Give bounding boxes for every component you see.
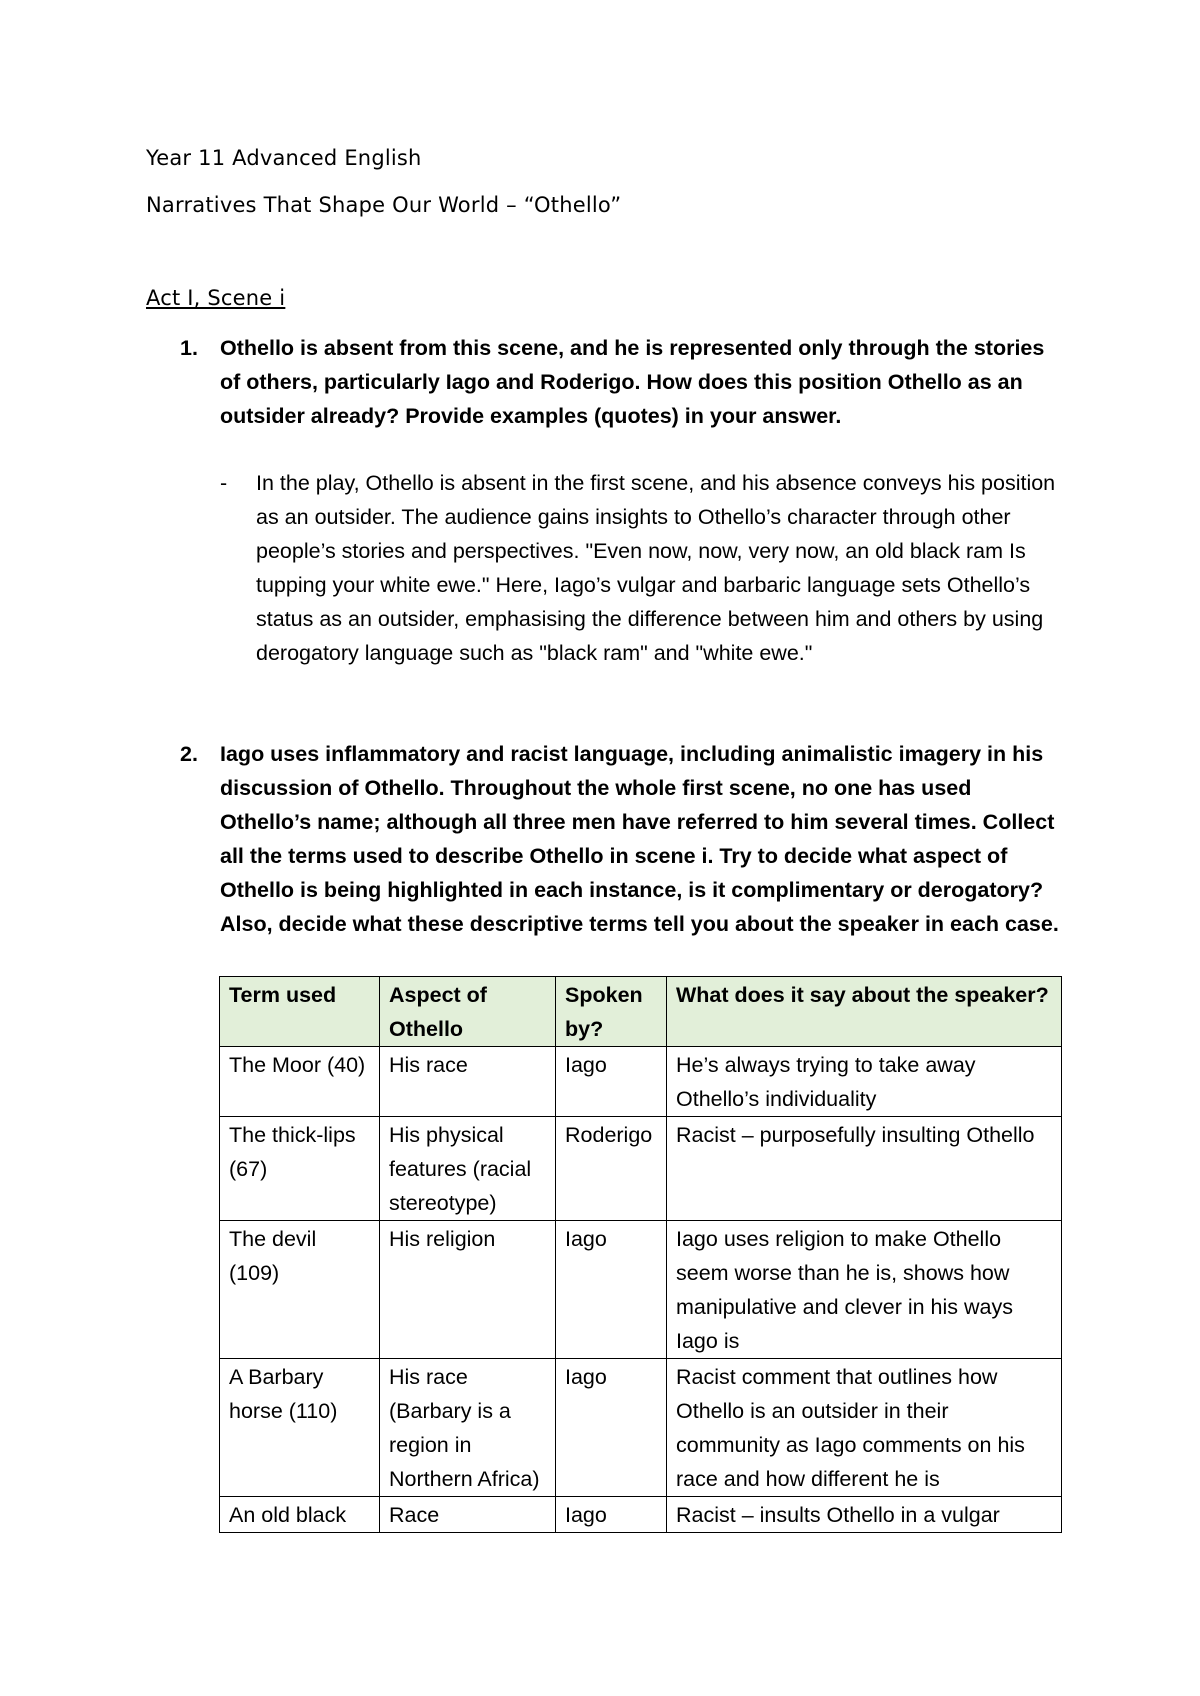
cell-term: The thick-lips (67)	[220, 1117, 380, 1221]
cell-term: An old black	[220, 1497, 380, 1533]
cell-speaker: Iago	[556, 1497, 667, 1533]
cell-meaning: Racist – purposefully insulting Othello	[667, 1117, 1062, 1221]
question-2	[180, 737, 1060, 941]
cell-aspect: His race (Barbary is a region in Northern Africa)	[380, 1359, 556, 1497]
cell-aspect: His physical features (racial stereotype)	[380, 1117, 556, 1221]
header-aspect: Aspect of Othello	[380, 977, 556, 1047]
cell-speaker: Iago	[556, 1221, 667, 1359]
unit-title: Narratives That Shape Our World – “Othello”	[146, 193, 622, 217]
cell-aspect: Race	[380, 1497, 556, 1533]
cell-speaker: Roderigo	[556, 1117, 667, 1221]
question-1-number: 1.	[180, 336, 198, 360]
cell-meaning: Racist comment that outlines how Othello is an outsider in their community as Iago comments on his race and how different he is	[667, 1359, 1062, 1497]
answer-1-text: In the play, Othello is absent in the first scene, and his absence conveys his position as an outsider. The audience gains insights to Othello’s character through other people’s stories and perspectives. "Even now, now, very now, an old black ram Is tupping your white ewe." Here, Iago’s vulgar and barbaric language sets Othello’s status as an outsider, emphasising the difference between him and others by using derogatory language such as "black ram" and "white ewe."	[256, 471, 1056, 665]
cell-meaning: Racist – insults Othello in a vulgar	[667, 1497, 1062, 1533]
cell-speaker: Iago	[556, 1047, 667, 1117]
question-2-number: 2.	[180, 742, 198, 766]
table-row	[220, 1221, 1062, 1359]
cell-meaning: Iago uses religion to make Othello seem worse than he is, shows how manipulative and clever in his ways Iago is	[667, 1221, 1062, 1359]
course-title: Year 11 Advanced English	[146, 146, 422, 170]
table-row	[220, 1359, 1062, 1497]
table-row	[220, 1497, 1062, 1533]
cell-term: A Barbary horse (110)	[220, 1359, 380, 1497]
cell-term: The devil (109)	[220, 1221, 380, 1359]
table-row	[220, 1047, 1062, 1117]
cell-term: The Moor (40)	[220, 1047, 380, 1117]
section-heading: Act I, Scene i	[146, 286, 286, 310]
question-1	[180, 331, 1060, 433]
header-speaker-meaning: What does it say about the speaker?	[667, 977, 1062, 1047]
question-2-text: Iago uses inflammatory and racist language, including animalistic imagery in his discussion of Othello. Throughout the whole first scene, no one has used Othello’s name; although all three men have referred to him several times. Collect all the terms used to describe Othello in scene i. Try to decide what aspect of Othello is being highlighted in each instance, is it complimentary or derogatory? Also, decide what these descriptive terms tell you about the speaker in each case.	[220, 742, 1059, 936]
cell-aspect: His religion	[380, 1221, 556, 1359]
terms-table	[219, 976, 1062, 1533]
cell-meaning: He’s always trying to take away Othello’s individuality	[667, 1047, 1062, 1117]
cell-speaker: Iago	[556, 1359, 667, 1497]
cell-aspect: His race	[380, 1047, 556, 1117]
table-row	[220, 1117, 1062, 1221]
question-1-text: Othello is absent from this scene, and he is represented only through the stories of others, particularly Iago and Roderigo. How does this position Othello as an outsider already? Provide examples (quotes) in your answer.	[220, 336, 1045, 428]
answer-1	[220, 466, 1060, 670]
header-term-used: Term used	[220, 977, 380, 1047]
answer-1-bullet: -	[220, 471, 228, 495]
table-header-row	[220, 977, 1062, 1047]
header-spoken-by: Spoken by?	[556, 977, 667, 1047]
